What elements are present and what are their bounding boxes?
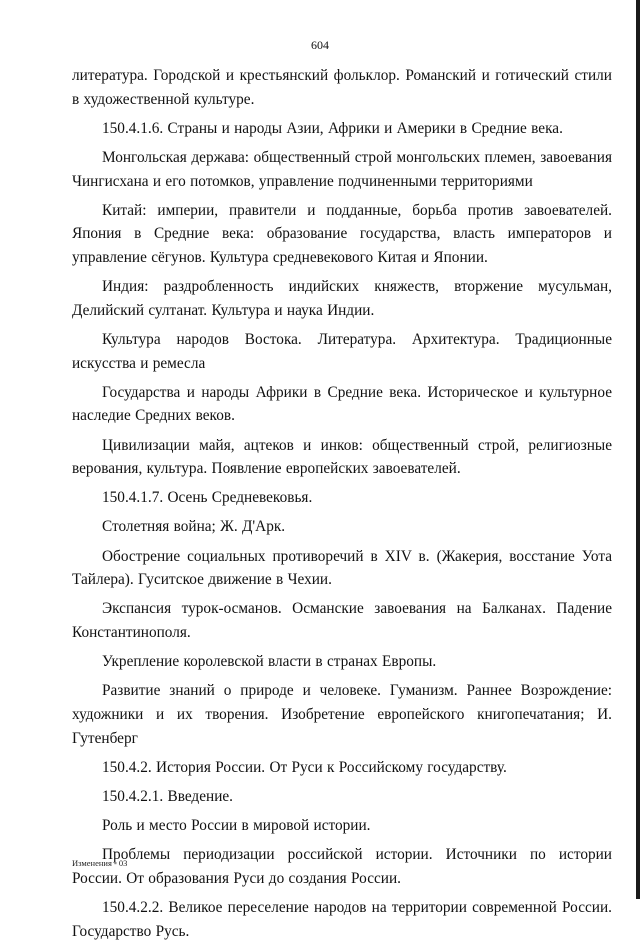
paragraph-royal-power: Укрепление королевской власти в странах Европы.	[102, 653, 437, 671]
paragraph-continuation: литература. Городской и крестьянский фольклор. Романский и готический стили в художественной культуре.	[72, 67, 612, 108]
section-heading-150-4-1-7: 150.4.1.7. Осень Средневековья.	[102, 489, 313, 507]
footer-revision-note: Изменения - 03	[72, 858, 128, 868]
section-heading-150-4-2: 150.4.2. История России. От Руси к Российскому государству.	[102, 758, 507, 776]
paragraph-social-conflicts: Обострение социальных противоречий в XIV в. (Жакерия, восстание Уота Тайлера). Гуситское движение в Чехии.	[72, 547, 612, 589]
paragraph-china-japan: Китай: империи, правители и подданные, борьба против завоевателей. Япония в Средние века: образование государства, власть императоров и управление сёгунов. Культура средневекового Китая и Японии.	[72, 201, 612, 267]
paragraph-periodization: Проблемы периодизации российской истории. Источники по истории России. От образования Руси до создания России.	[72, 846, 612, 887]
section-heading-150-4-2-2: 150.4.2.2. Великое переселение народов на территории современной России. Государство Русь.	[72, 898, 612, 940]
paragraph-india: Индия: раздробленность индийских княжеств, вторжение мусульман, Делийский султанат. Культура и наука Индии.	[72, 278, 612, 319]
page-number: 604	[311, 38, 329, 52]
section-heading-150-4-2-1: 150.4.2.1. Введение.	[102, 787, 233, 805]
paragraph-ottoman-expansion: Экспансия турок-османов. Османские завоевания на Балканах. Падение Константинополя.	[72, 600, 612, 642]
body-text	[72, 64, 612, 949]
paragraph-africa: Государства и народы Африки в Средние века. Историческое и культурное наследие Средних веков.	[72, 383, 612, 425]
paragraph-mongol-state: Монгольская держава: общественный строй монгольских племен, завоевания Чингисхана и его потомков, управление подчиненными территориями	[72, 148, 612, 190]
paragraph-maya-aztec-inca: Цивилизации майя, ацтеков и инков: общественный строй, религиозные верования, культура. Появление европейских завоевателей.	[72, 436, 612, 478]
paragraph-eastern-culture: Культура народов Востока. Литература. Архитектура. Традиционные искусства и ремесла	[72, 330, 612, 372]
scan-edge	[636, 0, 640, 899]
paragraph-humanism: Развитие знаний о природе и человеке. Гуманизм. Раннее Возрождение: художники и их творения. Изобретение европейского книгопечатания; И. Гутенберг	[72, 682, 612, 747]
paragraph-role-of-russia: Роль и место России в мировой истории.	[102, 816, 371, 834]
section-heading-150-4-1-6: 150.4.1.6. Страны и народы Азии, Африки и Америки в Средние века.	[102, 119, 563, 137]
paragraph-hundred-years-war: Столетняя война; Ж. Д'Арк.	[102, 518, 286, 536]
